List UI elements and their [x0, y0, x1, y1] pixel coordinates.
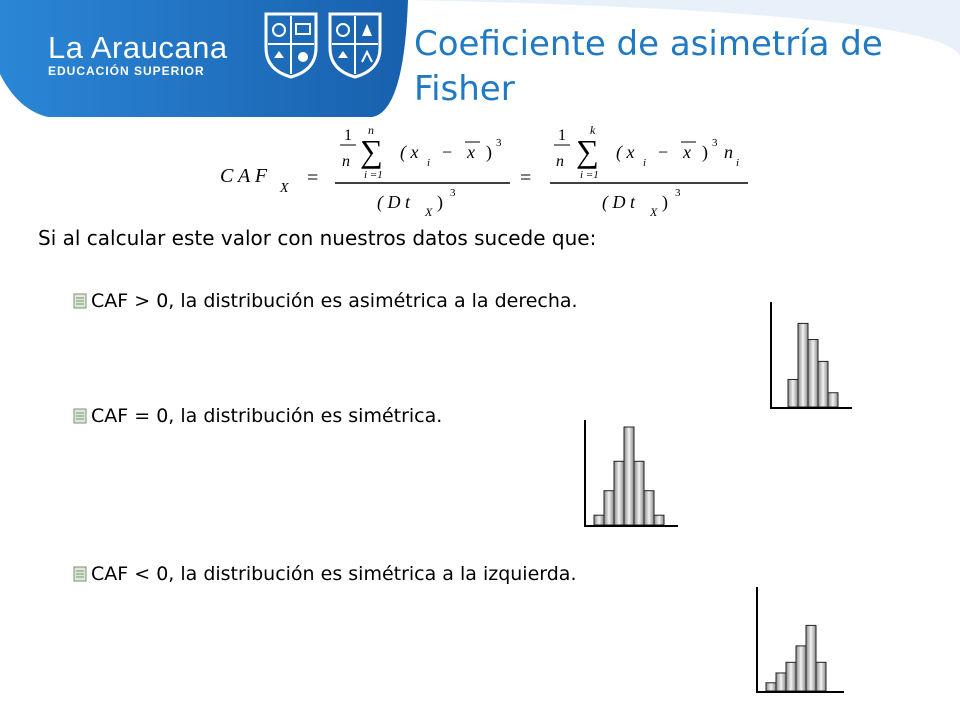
formula-close: ) [486, 142, 492, 162]
histogram-bar [614, 461, 624, 525]
crest-icon [326, 10, 384, 80]
histogram-bar [654, 515, 664, 525]
histogram-bar [604, 491, 614, 525]
svg-text:∑: ∑ [576, 133, 599, 169]
formula-lhs-sub: X [280, 181, 289, 196]
page-title: Coeficiente de asimetría de Fisher [414, 24, 883, 109]
formula-xbar-2: x [683, 142, 691, 162]
formula-term: ( x [400, 142, 419, 162]
bullet-negative [72, 563, 577, 585]
histogram-bar [786, 662, 796, 691]
formula-eq-2: = [520, 167, 532, 189]
logo-subtitle: EDUCACIÓN SUPERIOR [48, 64, 205, 78]
formula-cube: 3 [496, 137, 502, 149]
fisher-formula [210, 120, 770, 220]
histogram-bar [796, 646, 806, 691]
formula-den-close-2: ) [662, 192, 668, 212]
histogram-bar [828, 393, 838, 407]
formula-weight-sub: i [736, 157, 740, 169]
bullet-icon [72, 408, 88, 424]
formula-term-sub: i [427, 157, 431, 169]
formula-term-sub-2: i [643, 157, 647, 169]
formula-den-close: ) [437, 192, 443, 212]
formula-one: 1 [344, 127, 352, 144]
histogram-bar [788, 379, 798, 407]
formula-term-2: ( x [616, 142, 635, 162]
histogram-bar [776, 673, 786, 691]
formula-lhs: C A F [220, 165, 268, 187]
bullet-icon [72, 566, 88, 582]
formula-den-2: ( D t [602, 192, 635, 212]
histogram-bar [644, 491, 654, 525]
formula-sum-top: n [368, 123, 374, 137]
bullet-text: CAF > 0, la distribución es asimétrica a la derecha. [91, 290, 578, 312]
bullet-text: CAF < 0, la distribución es simétrica a la izquierda. [91, 563, 577, 585]
bullet-positive [72, 290, 578, 312]
svg-text:∑: ∑ [360, 133, 383, 169]
formula-den-cube: 3 [450, 187, 456, 199]
right-skewed-histogram [768, 300, 854, 412]
formula-den: ( D t [377, 192, 410, 212]
formula-sum-bottom: i =1 [364, 169, 383, 181]
formula-close-2: ) [702, 142, 708, 162]
histogram-bar [798, 323, 808, 407]
formula-eq: = [307, 167, 319, 189]
formula-minus: − [442, 142, 453, 162]
formula-sum-top-2: k [590, 123, 596, 137]
histogram-bar [816, 662, 826, 691]
histogram-bar [624, 427, 634, 525]
histogram-bar [766, 683, 776, 691]
formula-n-2: n [556, 153, 564, 170]
left-skewed-histogram [754, 585, 846, 695]
formula-den-sub: X [425, 205, 433, 219]
histogram-bar [594, 515, 604, 525]
histogram-bar [808, 340, 818, 407]
formula-weight: n [724, 142, 733, 162]
crest-icon [262, 10, 320, 80]
bullet-zero [72, 405, 442, 427]
lead-text: Si al calcular este valor con nuestros datos sucede que: [38, 226, 597, 250]
formula-cube-2: 3 [712, 137, 718, 149]
formula-xbar: x [467, 142, 475, 162]
formula-one-2: 1 [558, 127, 566, 144]
logo-text: La Araucana [48, 30, 228, 65]
formula-n: n [342, 153, 350, 170]
histogram-bar [806, 625, 816, 691]
bullet-text: CAF = 0, la distribución es simétrica. [91, 405, 443, 427]
formula-den-cube-2: 3 [675, 187, 681, 199]
symmetric-histogram [582, 418, 680, 530]
bullet-icon [72, 293, 88, 309]
histogram-bar [818, 361, 828, 407]
histogram-bar [634, 461, 644, 525]
formula-den-sub-2: X [650, 205, 658, 219]
formula-sum-bottom-2: i =1 [580, 169, 599, 181]
formula-minus-2: − [658, 142, 669, 162]
